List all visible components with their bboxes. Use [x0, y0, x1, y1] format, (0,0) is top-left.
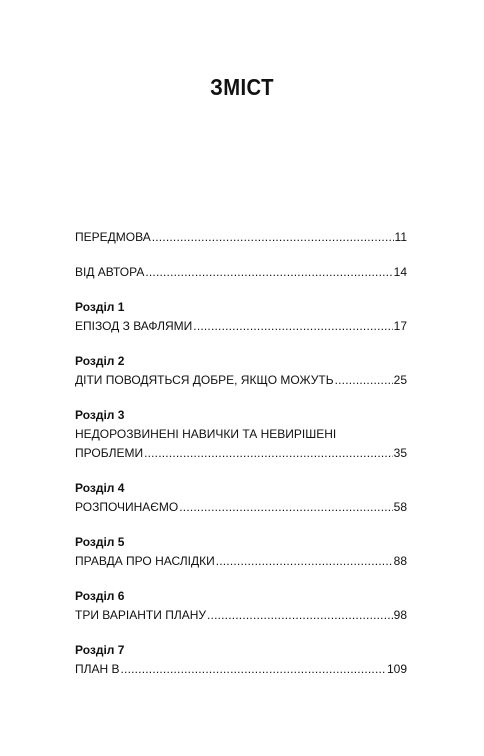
toc-entry-page: 14 — [393, 265, 407, 279]
dot-leader — [179, 499, 392, 515]
toc-entry-page: 88 — [393, 554, 407, 568]
toc-entry-chapter-6[interactable] — [75, 607, 407, 623]
toc-entry-page: 17 — [393, 319, 407, 333]
toc-entry-foreword[interactable] — [75, 229, 407, 245]
toc-entry-title: ПРОБЛЕМИ — [75, 446, 144, 460]
dot-leader — [145, 264, 392, 280]
toc-entry-title: ЕПІЗОД З ВАФЛЯМИ — [75, 319, 193, 333]
toc-entry-title-line: НЕДОРОЗВИНЕНІ НАВИЧКИ ТА НЕВИРІШЕНІ — [75, 427, 337, 441]
chapter-label: Розділ 6 — [75, 589, 125, 603]
chapter-label: Розділ 5 — [75, 535, 125, 549]
chapter-label: Розділ 4 — [75, 481, 125, 495]
dot-leader — [193, 318, 392, 334]
chapter-label: Розділ 1 — [75, 300, 125, 314]
toc-entry-page: 58 — [393, 500, 407, 514]
dot-leader — [121, 661, 386, 677]
toc-entry-author-note[interactable] — [75, 264, 407, 280]
dot-leader — [144, 445, 393, 461]
dot-leader — [216, 553, 393, 569]
toc-entry-title: ДІТИ ПОВОДЯТЬСЯ ДОБРЕ, ЯКЩО МОЖУТЬ — [75, 373, 334, 387]
dot-leader — [207, 607, 393, 623]
toc-entry-title: РОЗПОЧИНАЄМО — [75, 500, 179, 514]
toc-entry-chapter-1[interactable] — [75, 318, 407, 334]
toc-entry-title: ПЛАН В — [75, 662, 120, 676]
toc-entry-title: ПЕРЕДМОВА — [75, 230, 151, 244]
page-title: ЗМІСТ — [210, 74, 274, 100]
chapter-label: Розділ 2 — [75, 354, 125, 368]
toc-entry-chapter-3[interactable] — [75, 445, 407, 461]
toc-entry-page: 98 — [393, 608, 407, 622]
toc-entry-page: 109 — [386, 662, 407, 676]
dot-leader — [152, 229, 394, 245]
dot-leader — [335, 372, 393, 388]
toc-entry-page: 11 — [394, 230, 407, 244]
chapter-label: Розділ 3 — [75, 408, 125, 422]
toc-entry-chapter-5[interactable] — [75, 553, 407, 569]
toc-entry-title: ВІД АВТОРА — [75, 265, 145, 279]
toc-entry-chapter-2[interactable] — [75, 372, 407, 388]
toc-entry-chapter-7[interactable] — [75, 661, 407, 677]
toc-entry-title: ТРИ ВАРІАНТИ ПЛАНУ — [75, 608, 206, 622]
chapter-label: Розділ 7 — [75, 643, 125, 657]
toc-entry-chapter-4[interactable] — [75, 499, 407, 515]
toc-entry-title: ПРАВДА ПРО НАСЛІДКИ — [75, 554, 215, 568]
toc-entry-page: 35 — [393, 446, 407, 460]
toc-entry-page: 25 — [393, 373, 407, 387]
